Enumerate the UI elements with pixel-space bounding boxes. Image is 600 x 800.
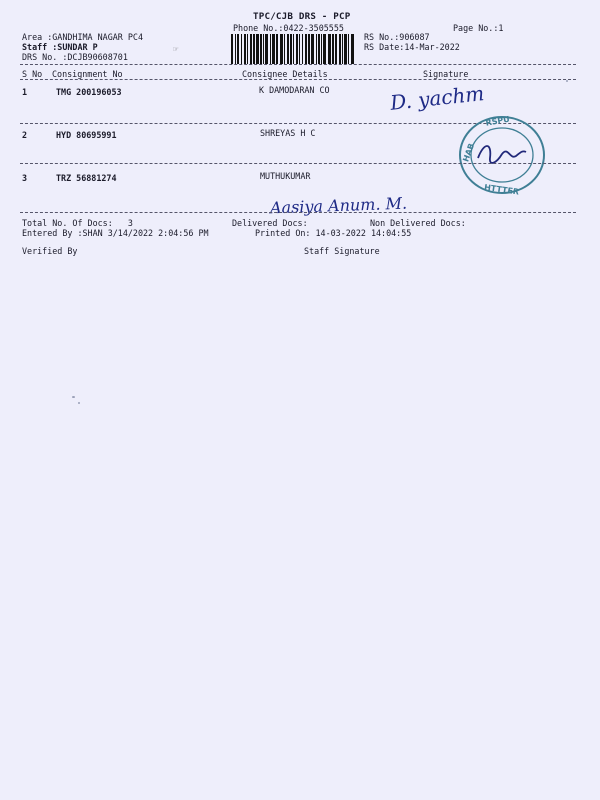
barcode-bar [244,34,246,64]
barcode-bar [256,34,259,64]
barcode-bar [328,34,331,64]
page-number: Page No.:1 [453,23,504,33]
barcode-bar [311,34,314,64]
hand-icon: ☞ [173,45,179,55]
svg-text:HAB: HAB [461,142,477,164]
svg-text:RSPU: RSPU [484,114,511,128]
barcode-bar [335,34,337,64]
rs-number: RS No.:906087 [364,32,430,42]
row-1-signature: D. yachm [389,81,486,115]
barcode-bar [293,34,294,64]
barcode-bar [332,34,334,64]
staff-signature: Staff Signature [304,246,380,256]
barcode [231,34,355,64]
non-delivered-docs: Non Delivered Docs: [370,218,466,228]
barcode-bar [348,34,349,64]
rs-date: RS Date:14-Mar-2022 [364,42,460,52]
column-header-consignee: Consignee Details [242,69,328,79]
row-3-signature: Aasiya Anum. M. [269,193,408,218]
row-2-consignment: HYD 80695991 [56,130,117,140]
printed-on: Printed On: 14-03-2022 14:04:55 [255,228,412,238]
row-2-sno: 2 [22,130,28,140]
barcode-bar [231,34,233,64]
barcode-bar [265,34,268,64]
scan-speck [566,80,568,82]
barcode-bar [250,34,252,64]
table-bottom-divider [20,212,576,213]
row-1-consignee: K DAMODARAN CO [259,85,330,95]
barcode-bar [342,34,343,64]
entered-by: Entered By :SHAN 3/14/2022 2:04:56 PM [22,228,209,238]
scan-speck [78,402,80,404]
barcode-bar [260,34,262,64]
area-label: Area :GANDHIMA NAGAR PC4 [22,32,144,42]
document-title: TPC/CJB DRS - PCP [253,11,351,22]
barcode-bar [323,34,326,64]
barcode-bar [263,34,264,64]
barcode-bar [318,34,320,64]
barcode-bar [276,34,278,64]
barcode-bar [339,34,341,64]
header-divider [20,64,576,65]
barcode-bar [344,34,347,64]
column-header-signature: Signature [423,69,469,79]
row-2-divider [20,163,576,164]
delivered-docs: Delivered Docs: [232,218,308,228]
barcode-bar [296,34,298,64]
barcode-bar [302,34,303,64]
row-3-consignment: TRZ 56881274 [56,173,117,183]
barcode-bar [284,34,285,64]
column-header-consignment: Consignment No [52,69,123,79]
row-3-sno: 3 [22,173,28,183]
row-1-consignment: TMG 200196053 [56,87,122,97]
drs-number: DRS No. :DCJB90608701 [22,52,128,62]
barcode-bar [299,34,300,64]
barcode-bar [321,34,322,64]
barcode-bar [272,34,275,64]
barcode-bar [280,34,283,64]
total-docs: Total No. Of Docs: 3 [22,218,133,228]
column-header-sno: S No [22,69,43,79]
barcode-bar [305,34,307,64]
row-3-consignee: MUTHUKUMAR [260,171,311,181]
barcode-bar [316,34,317,64]
barcode-bar [308,34,310,64]
scan-speck [72,396,75,398]
barcode-bar [237,34,239,64]
row-2-consignee: SHREYAS H C [260,128,316,138]
row-1-sno: 1 [22,87,28,97]
barcode-bar [287,34,289,64]
barcode-bar [247,34,248,64]
barcode-bar [235,34,236,64]
verified-by: Verified By [22,246,78,256]
delivery-stamp [456,112,552,198]
barcode-bar [253,34,255,64]
barcode-bar [241,34,242,64]
barcode-bar [270,34,271,64]
svg-text:HTTTER: HTTTER [483,182,520,197]
barcode-bar [290,34,292,64]
staff-label: Staff :SUNDAR P [22,42,98,52]
columns-divider [20,79,576,80]
phone-number: Phone No.:0422-3505555 [233,23,344,33]
barcode-bar [351,34,354,64]
